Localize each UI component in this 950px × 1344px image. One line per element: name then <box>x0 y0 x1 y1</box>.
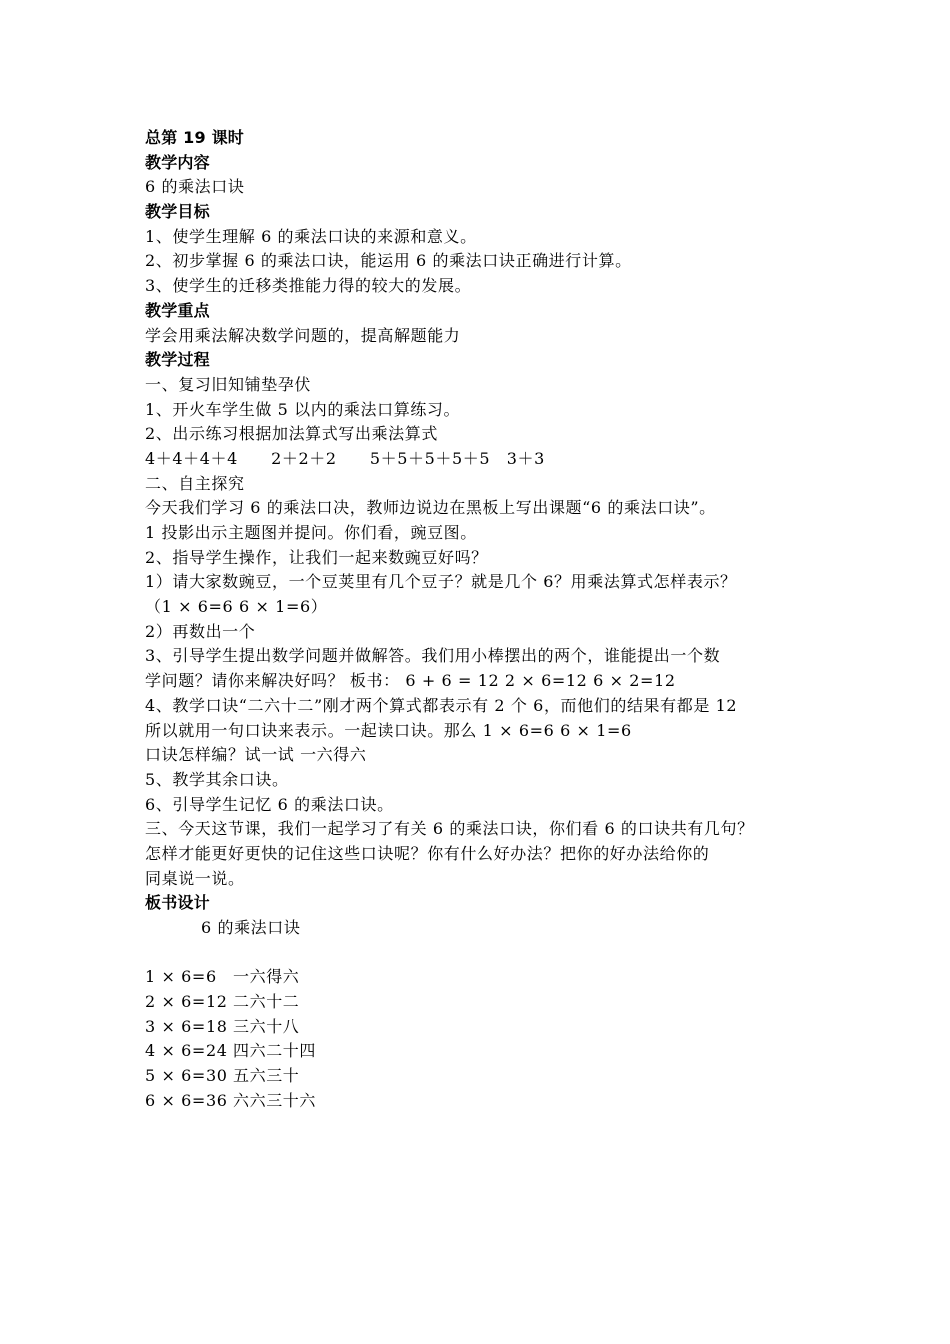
process-line: 怎样才能更好更快的记住这些口诀呢？你有什么好办法？把你的好办法给你的 <box>145 843 710 863</box>
process-line: 2、出示练习根据加法算式写出乘法算式 <box>145 424 438 444</box>
process-line: 学问题？请你来解决好吗？ 板书： 6 + 6 = 12 2 × 6=12 6 × 2=12 <box>145 671 676 691</box>
process-line: 口诀怎样编？试一试 一六得六 <box>145 745 367 765</box>
board-heading: 板书设计 <box>145 893 210 913</box>
goal-item: 2、初步掌握 6 的乘法口诀，能运用 6 的乘法口诀正确进行计算。 <box>145 251 632 271</box>
board-expression: 5 × 6=30 <box>145 1066 228 1086</box>
board-rhyme: 六六三十六 <box>233 1090 317 1110</box>
process-line: 1 投影出示主题图并提问。你们看，豌豆图。 <box>145 523 477 542</box>
board-rhyme: 一六得六 <box>233 967 300 987</box>
board-row <box>145 1064 815 1089</box>
process-heading: 教学过程 <box>145 350 210 370</box>
board-row <box>145 990 815 1015</box>
goals-heading: 教学目标 <box>145 202 210 222</box>
board-rhyme: 五六三十 <box>233 1066 300 1086</box>
process-line: 6、引导学生记忆 6 的乘法口诀。 <box>145 794 394 814</box>
goal-item: 3、使学生的迁移类推能力得的较大的发展。 <box>145 276 472 296</box>
board-expression: 1 × 6=6 <box>145 967 217 987</box>
board-row <box>145 1039 815 1064</box>
board-rhyme: 二六十二 <box>233 992 300 1012</box>
process-line: 2）再数出一个 <box>145 621 256 641</box>
board-row <box>145 965 815 990</box>
process-line: 4＋4＋4＋4 2＋2＋2 5＋5＋5＋5＋5 3＋3 <box>145 448 545 468</box>
document-page <box>145 126 815 1114</box>
process-line: 2、指导学生操作，让我们一起来数豌豆好吗？ <box>145 547 488 567</box>
process-line: 二、自主探究 <box>145 473 245 493</box>
process-line: 一、复习旧知铺垫孕伏 <box>145 374 312 394</box>
process-line: 5、教学其余口诀。 <box>145 769 289 789</box>
content-text: 6 的乘法口诀 <box>145 177 245 197</box>
content-heading: 教学内容 <box>145 152 210 172</box>
process-line: 1）请大家数豌豆，一个豆荚里有几个豆子？就是几个 6？用乘法算式怎样表示？ <box>145 572 737 592</box>
goal-item: 1、使学生理解 6 的乘法口诀的来源和意义。 <box>145 226 477 246</box>
process-line: （1 × 6=6 6 × 1=6） <box>145 597 328 617</box>
board-rhyme: 三六十八 <box>233 1016 300 1036</box>
process-line: 1、开火车学生做 5 以内的乘法口算练习。 <box>145 399 461 419</box>
board-expression: 4 × 6=24 <box>145 1041 228 1061</box>
process-line: 4、教学口诀“二六十二”刚才两个算式都表示有 2 个 6，而他们的结果有都是 12 <box>145 695 738 715</box>
process-line: 3、引导学生提出数学问题并做解答。我们用小棒摆出的两个，谁能提出一个数 <box>145 646 721 666</box>
process-line: 所以就用一句口诀来表示。一起读口诀。那么 1 × 6=6 6 × 1=6 <box>145 720 632 740</box>
board-row <box>145 1015 815 1040</box>
board-expression: 6 × 6=36 <box>145 1090 228 1110</box>
board-rhyme: 四六二十四 <box>233 1041 317 1061</box>
process-line: 同桌说一说。 <box>145 868 245 888</box>
board-title: 6 的乘法口诀 <box>201 918 301 937</box>
lesson-number: 总第 19 课时 <box>145 128 245 147</box>
process-line: 三、今天这节课，我们一起学习了有关 6 的乘法口诀，你们看 6 的口诀共有几句？ <box>145 819 754 839</box>
board-expression: 2 × 6=12 <box>145 992 228 1012</box>
board-row <box>145 1089 815 1114</box>
process-line: 今天我们学习 6 的乘法口决，教师边说边在黑板上写出课题“6 的乘法口诀”。 <box>145 498 716 518</box>
key-text: 学会用乘法解决数学问题的，提高解题能力 <box>145 325 461 345</box>
board-expression: 3 × 6=18 <box>145 1016 228 1036</box>
spacer <box>145 941 815 966</box>
key-heading: 教学重点 <box>145 300 210 320</box>
